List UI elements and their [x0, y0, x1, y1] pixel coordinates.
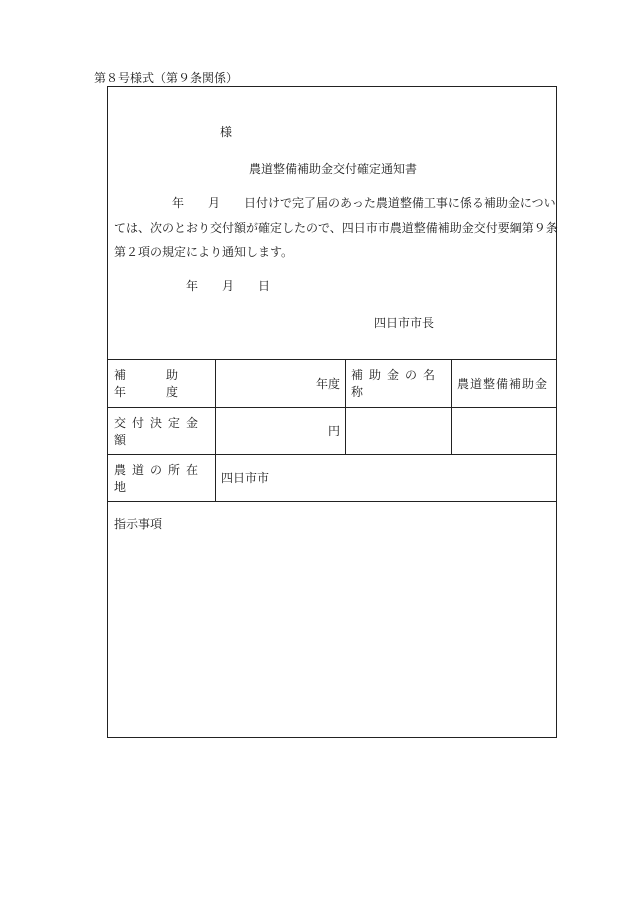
- issuer-name: 四日市市長: [374, 316, 435, 330]
- subsidy-name-value-cell: [451, 359, 558, 407]
- subsidy-year-value: 年度: [315, 376, 340, 391]
- form-number: 第８号様式（第９条関係）: [94, 71, 239, 85]
- addressee-suffix: 様: [220, 125, 233, 139]
- blank-cell: [345, 407, 451, 454]
- road-location-value: 四日市市: [221, 471, 270, 485]
- subsidy-name-label-cell: [345, 359, 451, 407]
- document-title: 農道整備補助金交付確定通知書: [249, 162, 418, 176]
- road-location-label-cell: [108, 454, 215, 501]
- blank-cell: [451, 407, 558, 454]
- subsidy-name-value: 農道整備補助金: [457, 376, 549, 391]
- subsidy-name-label: 補助金の名称: [351, 368, 442, 399]
- approved-amount-label: 交付決定金額: [114, 415, 205, 447]
- subsidy-year-value-cell: [215, 359, 345, 407]
- approved-amount-value: 円: [327, 424, 340, 438]
- approved-amount-value-cell: [215, 407, 345, 454]
- approved-amount-label-cell: [108, 407, 215, 454]
- road-location-label: 農道の所在地: [114, 462, 205, 494]
- road-location-value-cell: [215, 454, 558, 501]
- body-text-line-3: 第２項の規定により通知します。: [114, 245, 294, 259]
- instructions-label: 指示事項: [114, 517, 163, 531]
- body-text-line-2: ては、次のとおり交付額が確定したので、四日市市農道整備補助金交付要綱第９条: [114, 221, 558, 235]
- subsidy-year-label: 補 助 年 度: [114, 368, 219, 399]
- subsidy-year-label-cell: [108, 359, 219, 407]
- table-row-divider: [108, 501, 556, 502]
- notice-form: [107, 86, 557, 738]
- body-text-line-1: 年 月 日付けで完了届のあった農道整備工事に係る補助金につい: [172, 196, 556, 210]
- notice-date: 年 月 日: [186, 279, 271, 293]
